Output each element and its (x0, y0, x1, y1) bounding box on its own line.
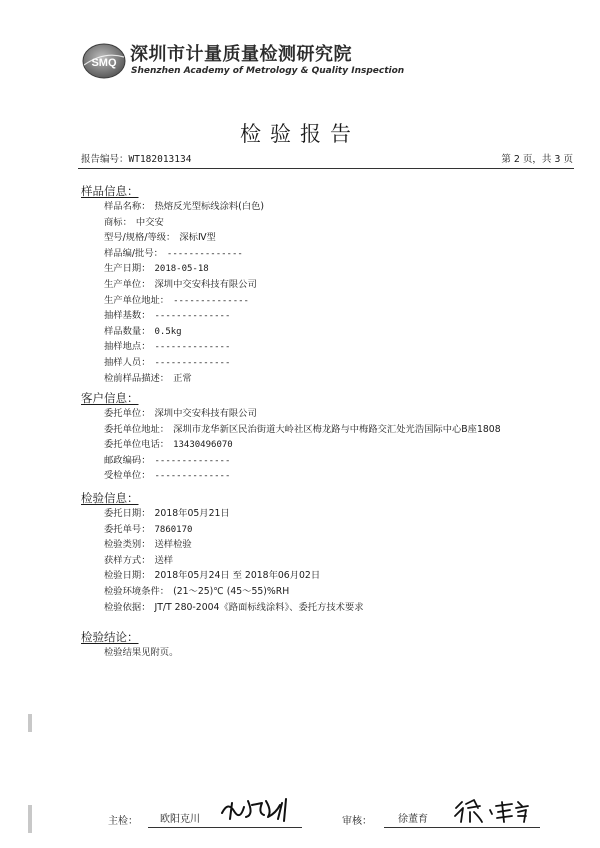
info-label: 生产单位地址： (104, 294, 170, 306)
info-label: 委托单位： (104, 408, 151, 419)
info-value: 中交安 (135, 216, 164, 228)
info-label: 委托单位电话： (104, 439, 170, 451)
info-label: 委托单位地址： (104, 423, 170, 435)
sample-info-rows (81, 199, 561, 386)
report-number (81, 151, 191, 165)
info-row (104, 371, 561, 387)
info-label: 生产单位： (104, 278, 151, 290)
info-label: 委托日期： (104, 508, 151, 519)
info-row (104, 308, 561, 324)
main-inspector-signature-line (148, 827, 302, 828)
side-mark (28, 714, 32, 732)
info-row (104, 406, 561, 422)
report-title: 检验报告 (240, 122, 360, 146)
info-value: -------------- (154, 311, 231, 322)
info-row (104, 199, 561, 215)
info-row (104, 324, 561, 340)
info-value: 深圳市龙华新区民治街道大岭社区梅龙路与中梅路交汇处光浩国际中心B座1808 (173, 423, 501, 435)
info-value: 13430496070 (173, 440, 233, 451)
smq-logo (80, 41, 128, 81)
main-inspector-handwritten-signature (218, 793, 298, 825)
info-value: 送样检验 (154, 539, 192, 551)
info-label: 样品编/批号： (104, 247, 163, 259)
info-value: -------------- (154, 471, 231, 482)
info-row (104, 261, 561, 277)
inspection-info-section (81, 490, 561, 615)
info-value: -------------- (154, 342, 231, 353)
info-value: 0.5kg (154, 326, 182, 337)
main-inspector-label: 主检： (108, 816, 138, 827)
info-label: 型号/规格/等级： (104, 232, 176, 244)
info-value: 正常 (173, 372, 192, 384)
conclusion-section (81, 629, 561, 661)
info-row (104, 246, 561, 262)
info-label: 检验环境条件： (104, 585, 170, 597)
info-value: 深标Ⅳ型 (179, 232, 216, 244)
main-inspector-name: 欧阳克川 (160, 814, 200, 825)
info-row (104, 568, 561, 584)
info-row (104, 522, 561, 538)
info-label: 商标： (104, 216, 132, 228)
info-value: 2018年05月21日 (154, 508, 230, 519)
info-row (104, 537, 561, 553)
info-row (104, 355, 561, 371)
info-label: 获样方式： (104, 554, 151, 566)
info-value: (21～25)℃ (45～55)%RH (173, 585, 290, 597)
header-divider (78, 168, 574, 169)
info-value: -------------- (154, 357, 231, 368)
info-value: 2018-05-18 (154, 264, 209, 275)
info-label: 抽样地点： (104, 341, 151, 353)
reviewer-label: 审核： (342, 816, 372, 827)
client-info-rows (81, 406, 561, 484)
info-row (104, 553, 561, 569)
report-number-label: 报告编号： (81, 154, 129, 165)
section-heading: 样品信息： (81, 184, 139, 198)
info-row (104, 422, 561, 438)
info-value: -------------- (173, 295, 249, 306)
section-heading: 检验结论： (81, 630, 139, 644)
info-label: 样品名称： (104, 201, 151, 212)
info-label: 生产日期： (104, 263, 151, 275)
info-value: 7860170 (154, 524, 193, 535)
info-value: 送样 (154, 554, 174, 566)
client-info-section (81, 390, 561, 484)
info-value: JT/T 280-2004《路面标线涂料》、委托方技术要求 (154, 601, 364, 613)
info-row (104, 453, 561, 469)
reviewer-name: 徐董育 (398, 814, 428, 825)
info-row (104, 437, 561, 453)
info-value: 深圳中交安科技有限公司 (154, 408, 257, 419)
info-value: 2018年05月24日 至 2018年06月02日 (154, 570, 321, 582)
info-label: 检验日期： (104, 570, 151, 582)
info-label: 抽样基数： (104, 310, 151, 322)
info-row (104, 506, 561, 522)
info-label: 委托单号： (104, 523, 151, 535)
section-heading: 检验信息： (81, 491, 139, 505)
info-label: 样品数量： (104, 325, 151, 337)
info-label: 检验类别： (104, 539, 151, 551)
reviewer-signature-line (384, 827, 540, 828)
info-value: -------------- (166, 248, 243, 259)
info-row (104, 600, 561, 616)
info-row (104, 293, 561, 309)
info-row (104, 230, 561, 246)
info-label: 检验依据： (104, 601, 151, 613)
info-row (104, 215, 561, 231)
section-heading: 客户信息： (81, 391, 139, 405)
info-label: 邮政编码： (104, 454, 151, 466)
info-row (104, 277, 561, 293)
inspection-info-rows (81, 506, 561, 615)
institute-name-en: Shenzhen Academy of Metrology & Quality Inspection (131, 66, 405, 76)
info-label: 检前样品描述： (104, 372, 170, 384)
info-label: 受检单位： (104, 470, 151, 482)
info-label: 抽样人员： (104, 356, 151, 368)
logo-text: SMQ (91, 57, 117, 69)
reviewer-handwritten-signature (452, 796, 532, 826)
report-number-value: WT182013134 (128, 154, 192, 165)
info-row (104, 339, 561, 355)
side-mark (28, 805, 32, 833)
info-value: 热熔反光型标线涂料(白色) (154, 201, 265, 212)
conclusion-text: 检验结果见附页。 (104, 647, 179, 658)
info-value: 深圳中交安科技有限公司 (154, 278, 257, 290)
sample-info-section (81, 183, 561, 386)
page-info: 第 2 页，共 3 页 (501, 154, 573, 165)
info-value: -------------- (154, 455, 231, 466)
info-row (104, 584, 561, 600)
info-row (104, 468, 561, 484)
institute-name-cn: 深圳市计量质量检测研究院 (130, 44, 352, 65)
